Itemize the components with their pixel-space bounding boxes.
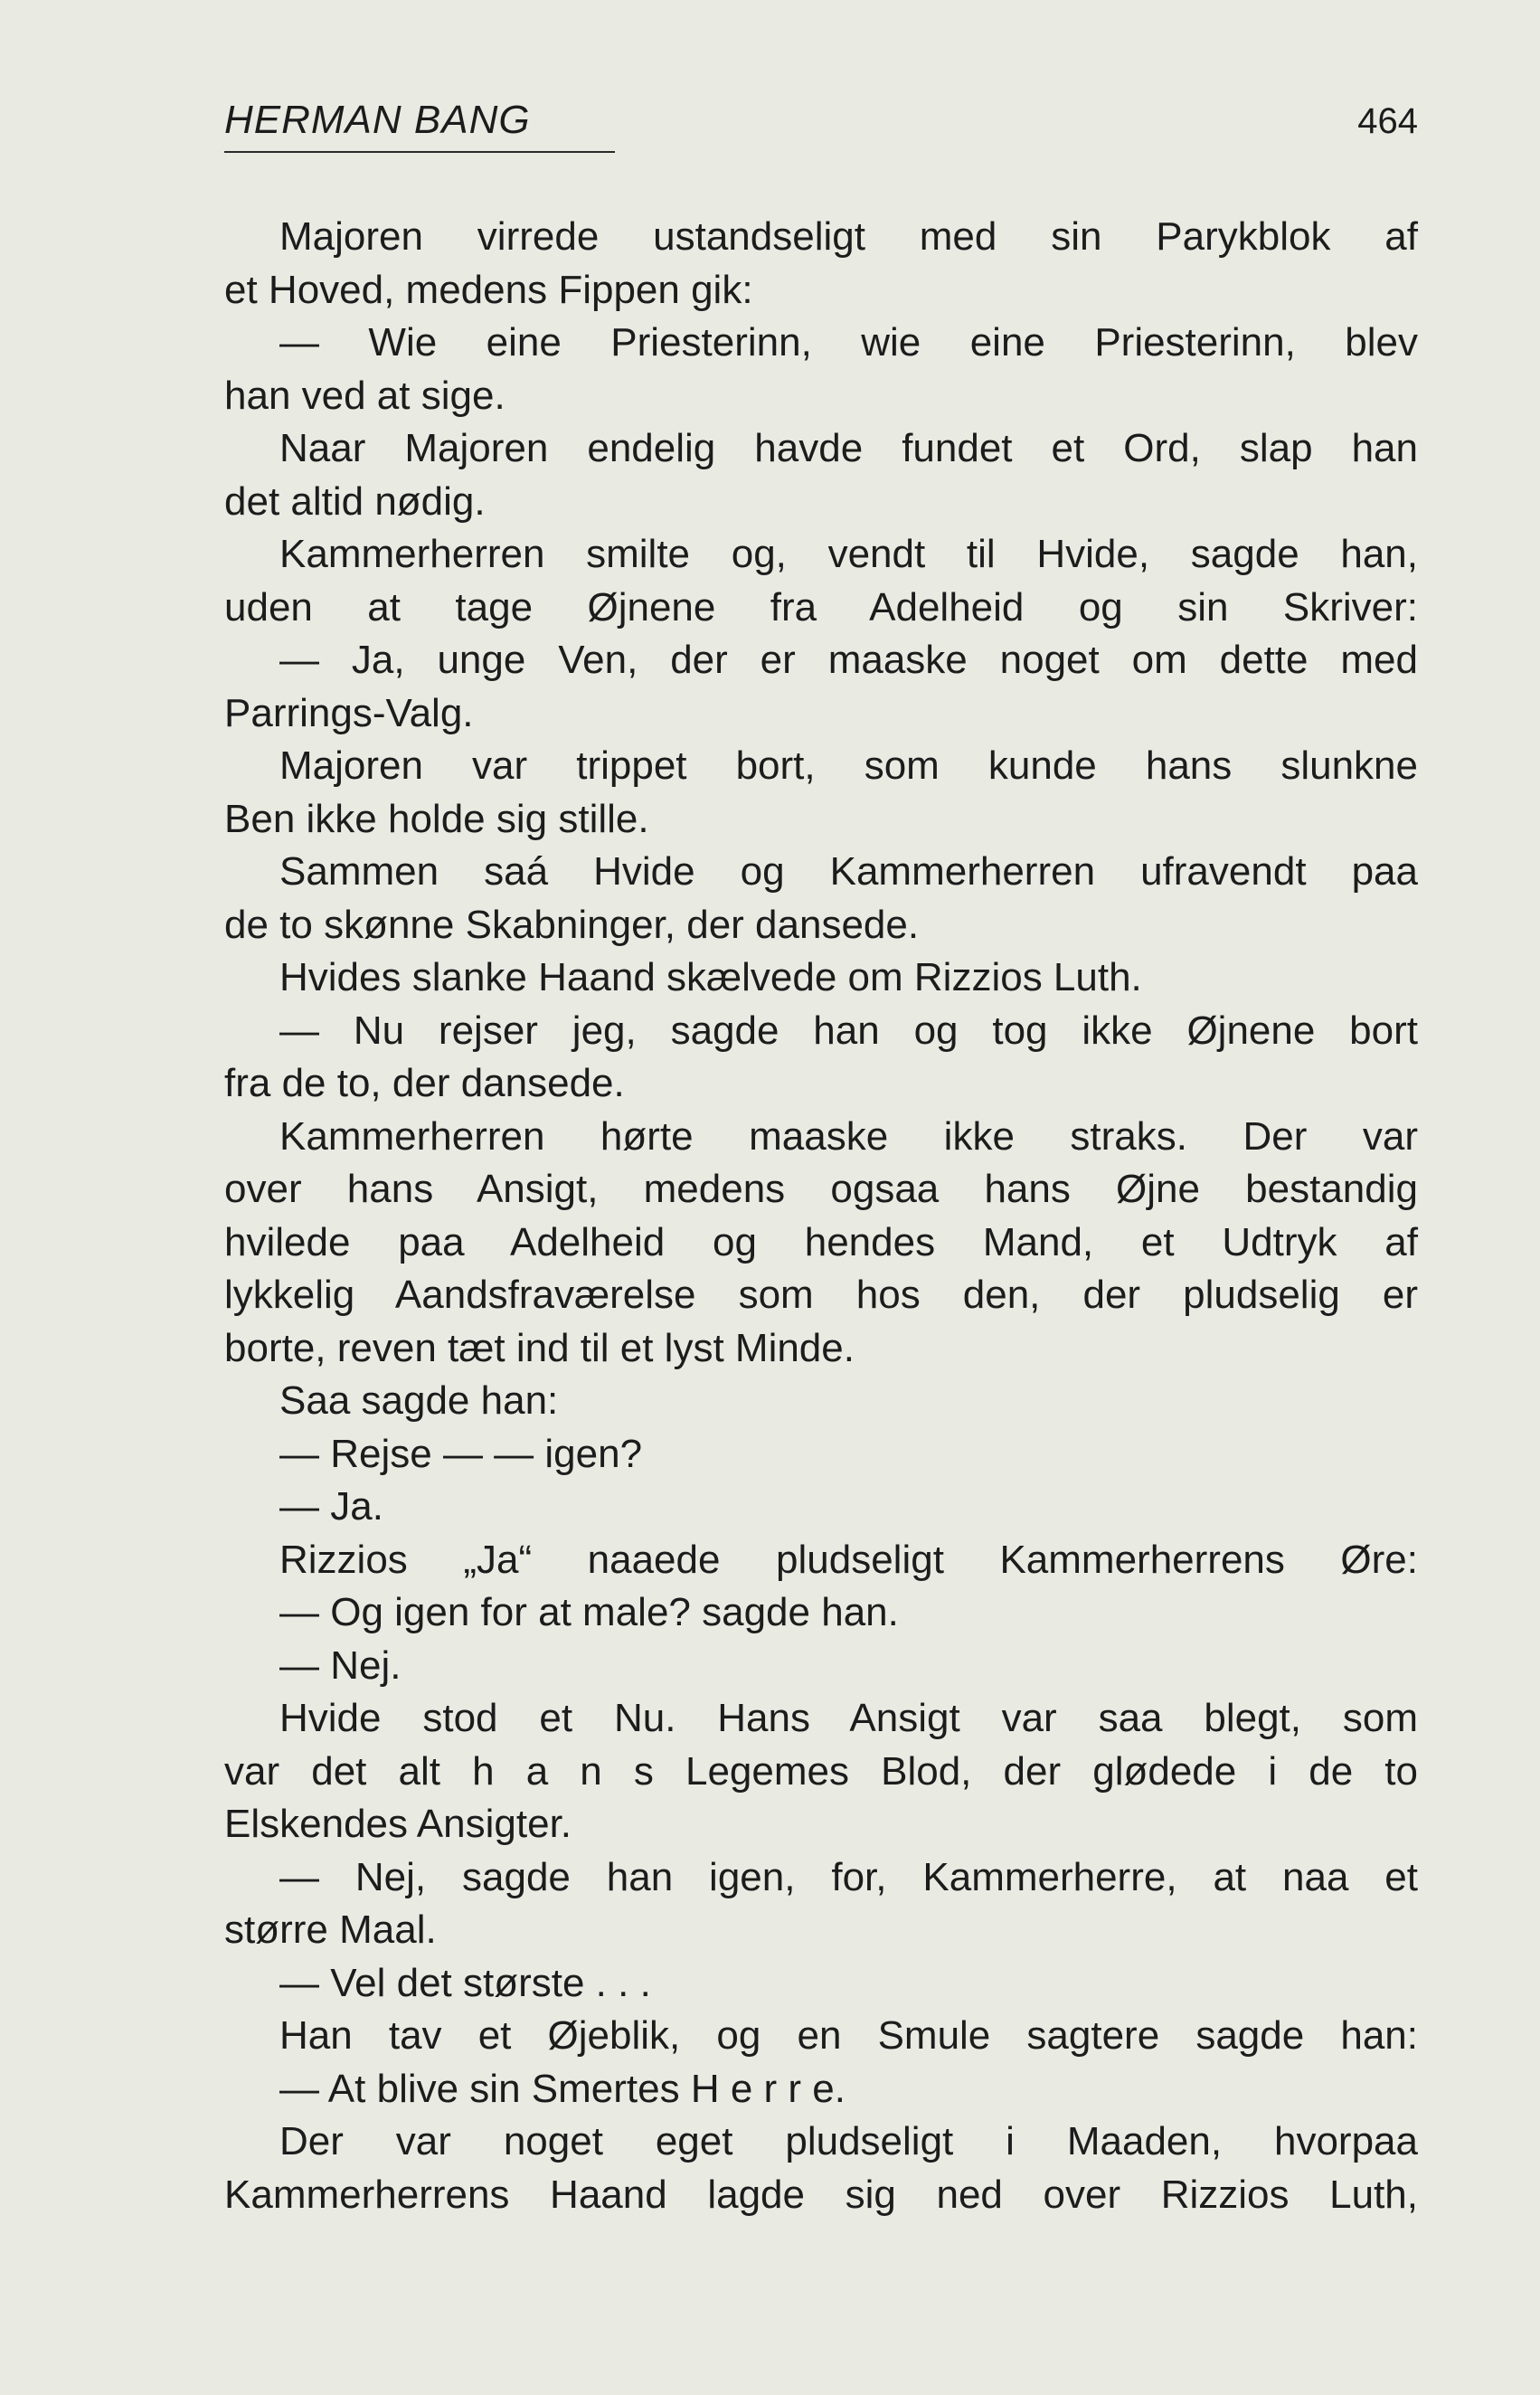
text-line: Saa sagde han: [279, 1378, 559, 1423]
text-line: Elskendes Ansigter. [224, 1802, 572, 1846]
text-line: borte, reven tæt ind til et lyst Minde. [224, 1325, 855, 1370]
text-line: — Nej, sagde han igen, for, Kammerherre, at naa et [279, 1854, 1418, 1899]
text-line: — Og igen for at male? sagde han. [279, 1590, 899, 1634]
text-line: Majoren virrede ustandseligt med sin Parykblok af [279, 214, 1418, 259]
text-line: Parrings-Valg. [224, 690, 474, 735]
text-line: Hvide stod et Nu. Hans Ansigt var saa blegt, som [279, 1696, 1418, 1740]
text-line: Majoren var trippet bort, som kunde hans slunkne [279, 743, 1418, 788]
text-line: fra de to, der dansede. [224, 1061, 625, 1105]
text-line: — Ja. [279, 1484, 383, 1529]
text-line: større Maal. [224, 1907, 437, 1952]
header-underline [224, 151, 615, 153]
text-line: Kammerherrens Haand lagde sig ned over Rizzios Luth, [224, 2172, 1418, 2217]
page-number: 464 [1357, 101, 1418, 141]
text-line: hvilede paa Adelheid og hendes Mand, et Udtryk af [224, 1219, 1418, 1264]
text-line: — Rejse — — igen? [279, 1431, 643, 1476]
text-line: Hvides slanke Haand skælvede om Rizzios Luth. [279, 955, 1142, 999]
text-line: han ved at sige. [224, 373, 505, 418]
text-line: — Ja, unge Ven, der er maaske noget om dette med [279, 638, 1418, 682]
text-line: var det alt h a n s Legemes Blod, der glødede i de to [224, 1748, 1418, 1794]
text-line: det altid nødig. [224, 478, 486, 524]
text-line: — Nu rejser jeg, sagde han og tog ikke Øjnene bort [279, 1008, 1418, 1053]
text-line: — Nej. [279, 1642, 402, 1688]
header-author: HERMAN BANG [224, 98, 531, 142]
text-line: over hans Ansigt, medens ogsaa hans Øjne bestandig [224, 1167, 1418, 1211]
text-line: Han tav et Øjeblik, og en Smule sagtere sagde han: [279, 2013, 1418, 2058]
text-line: Ben ikke holde sig stille. [224, 796, 649, 841]
text-line: lykkelig Aandsfraværelse som hos den, der pludselig er [224, 1273, 1418, 1317]
body-text [224, 211, 1418, 2221]
text-line: Naar Majoren endelig havde fundet et Ord, slap han [279, 426, 1418, 470]
text-line: de to skønne Skabninger, der dansede. [224, 902, 920, 947]
text-line: — Vel det største . . . [279, 1960, 651, 2005]
text-line: — At blive sin Smertes H e r r e. [279, 2066, 846, 2111]
text-line: Der var noget eget pludseligt i Maaden, hvorpaa [279, 2119, 1418, 2163]
text-line: Sammen saá Hvide og Kammerherren ufravendt paa [279, 849, 1418, 894]
text-line: uden at tage Øjnene fra Adelheid og sin Skriver: [224, 584, 1418, 630]
running-header [224, 98, 1418, 152]
text-line: — Wie eine Priesterinn, wie eine Priesterinn, blev [279, 320, 1418, 364]
text-line: Rizzios „Ja“ naaede pludseligt Kammerherrens Øre: [279, 1537, 1418, 1582]
text-line: Kammerherren hørte maaske ikke straks. Der var [279, 1113, 1418, 1159]
text-line: Kammerherren smilte og, vendt til Hvide, sagde han, [279, 532, 1418, 576]
text-line: et Hoved, medens Fippen gik: [224, 267, 753, 312]
